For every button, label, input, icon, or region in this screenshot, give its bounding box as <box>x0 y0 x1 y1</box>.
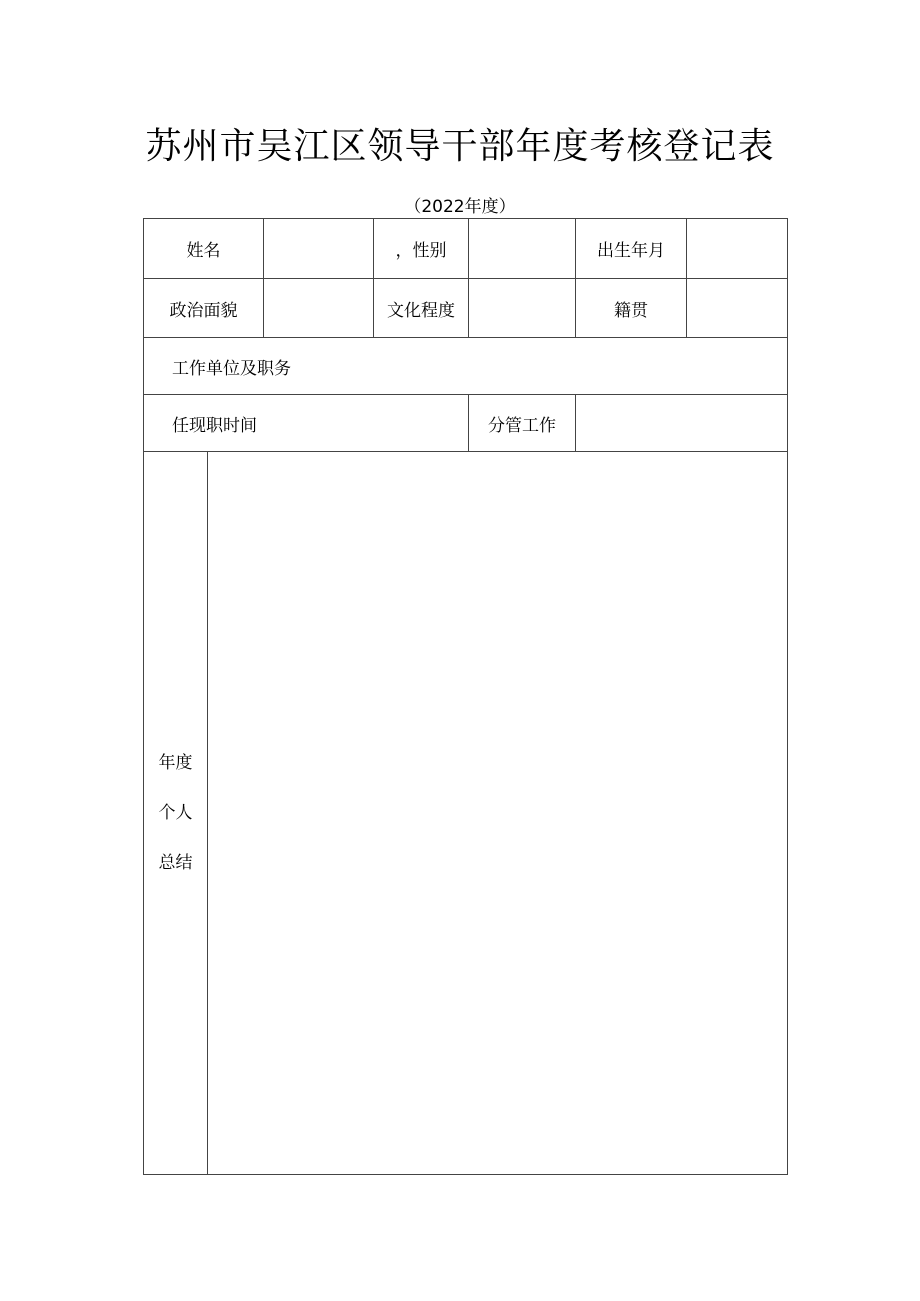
native-field[interactable] <box>686 278 788 338</box>
gender-field[interactable] <box>468 218 576 279</box>
gender-label: ，性别 <box>373 218 469 279</box>
tenure-field[interactable] <box>143 394 469 452</box>
birth-label: 出生年月 <box>575 218 687 279</box>
summary-field[interactable] <box>207 451 788 1175</box>
name-label: 姓名 <box>143 218 264 279</box>
division-field[interactable] <box>575 394 788 452</box>
page-title: 苏州市吴江区领导干部年度考核登记表 <box>145 126 775 167</box>
unit-position-field[interactable] <box>143 337 788 395</box>
political-field[interactable] <box>263 278 374 338</box>
name-field[interactable] <box>263 218 374 279</box>
summary-label <box>143 451 208 1175</box>
education-label: 文化程度 <box>373 278 469 338</box>
division-label: 分管工作 <box>468 394 576 452</box>
summary-label-line: 年度 <box>158 753 193 773</box>
education-field[interactable] <box>468 278 576 338</box>
tenure-label: 任现职时间 <box>172 415 257 436</box>
native-label: 籍贯 <box>575 278 687 338</box>
political-label: 政治面貌 <box>143 278 264 338</box>
summary-label-line: 总结 <box>158 853 193 873</box>
year-label: （2022年度） <box>404 197 516 217</box>
unit-label: 工作单位及职务 <box>172 358 291 379</box>
summary-label-line: 个人 <box>158 803 193 823</box>
birth-field[interactable] <box>686 218 788 279</box>
